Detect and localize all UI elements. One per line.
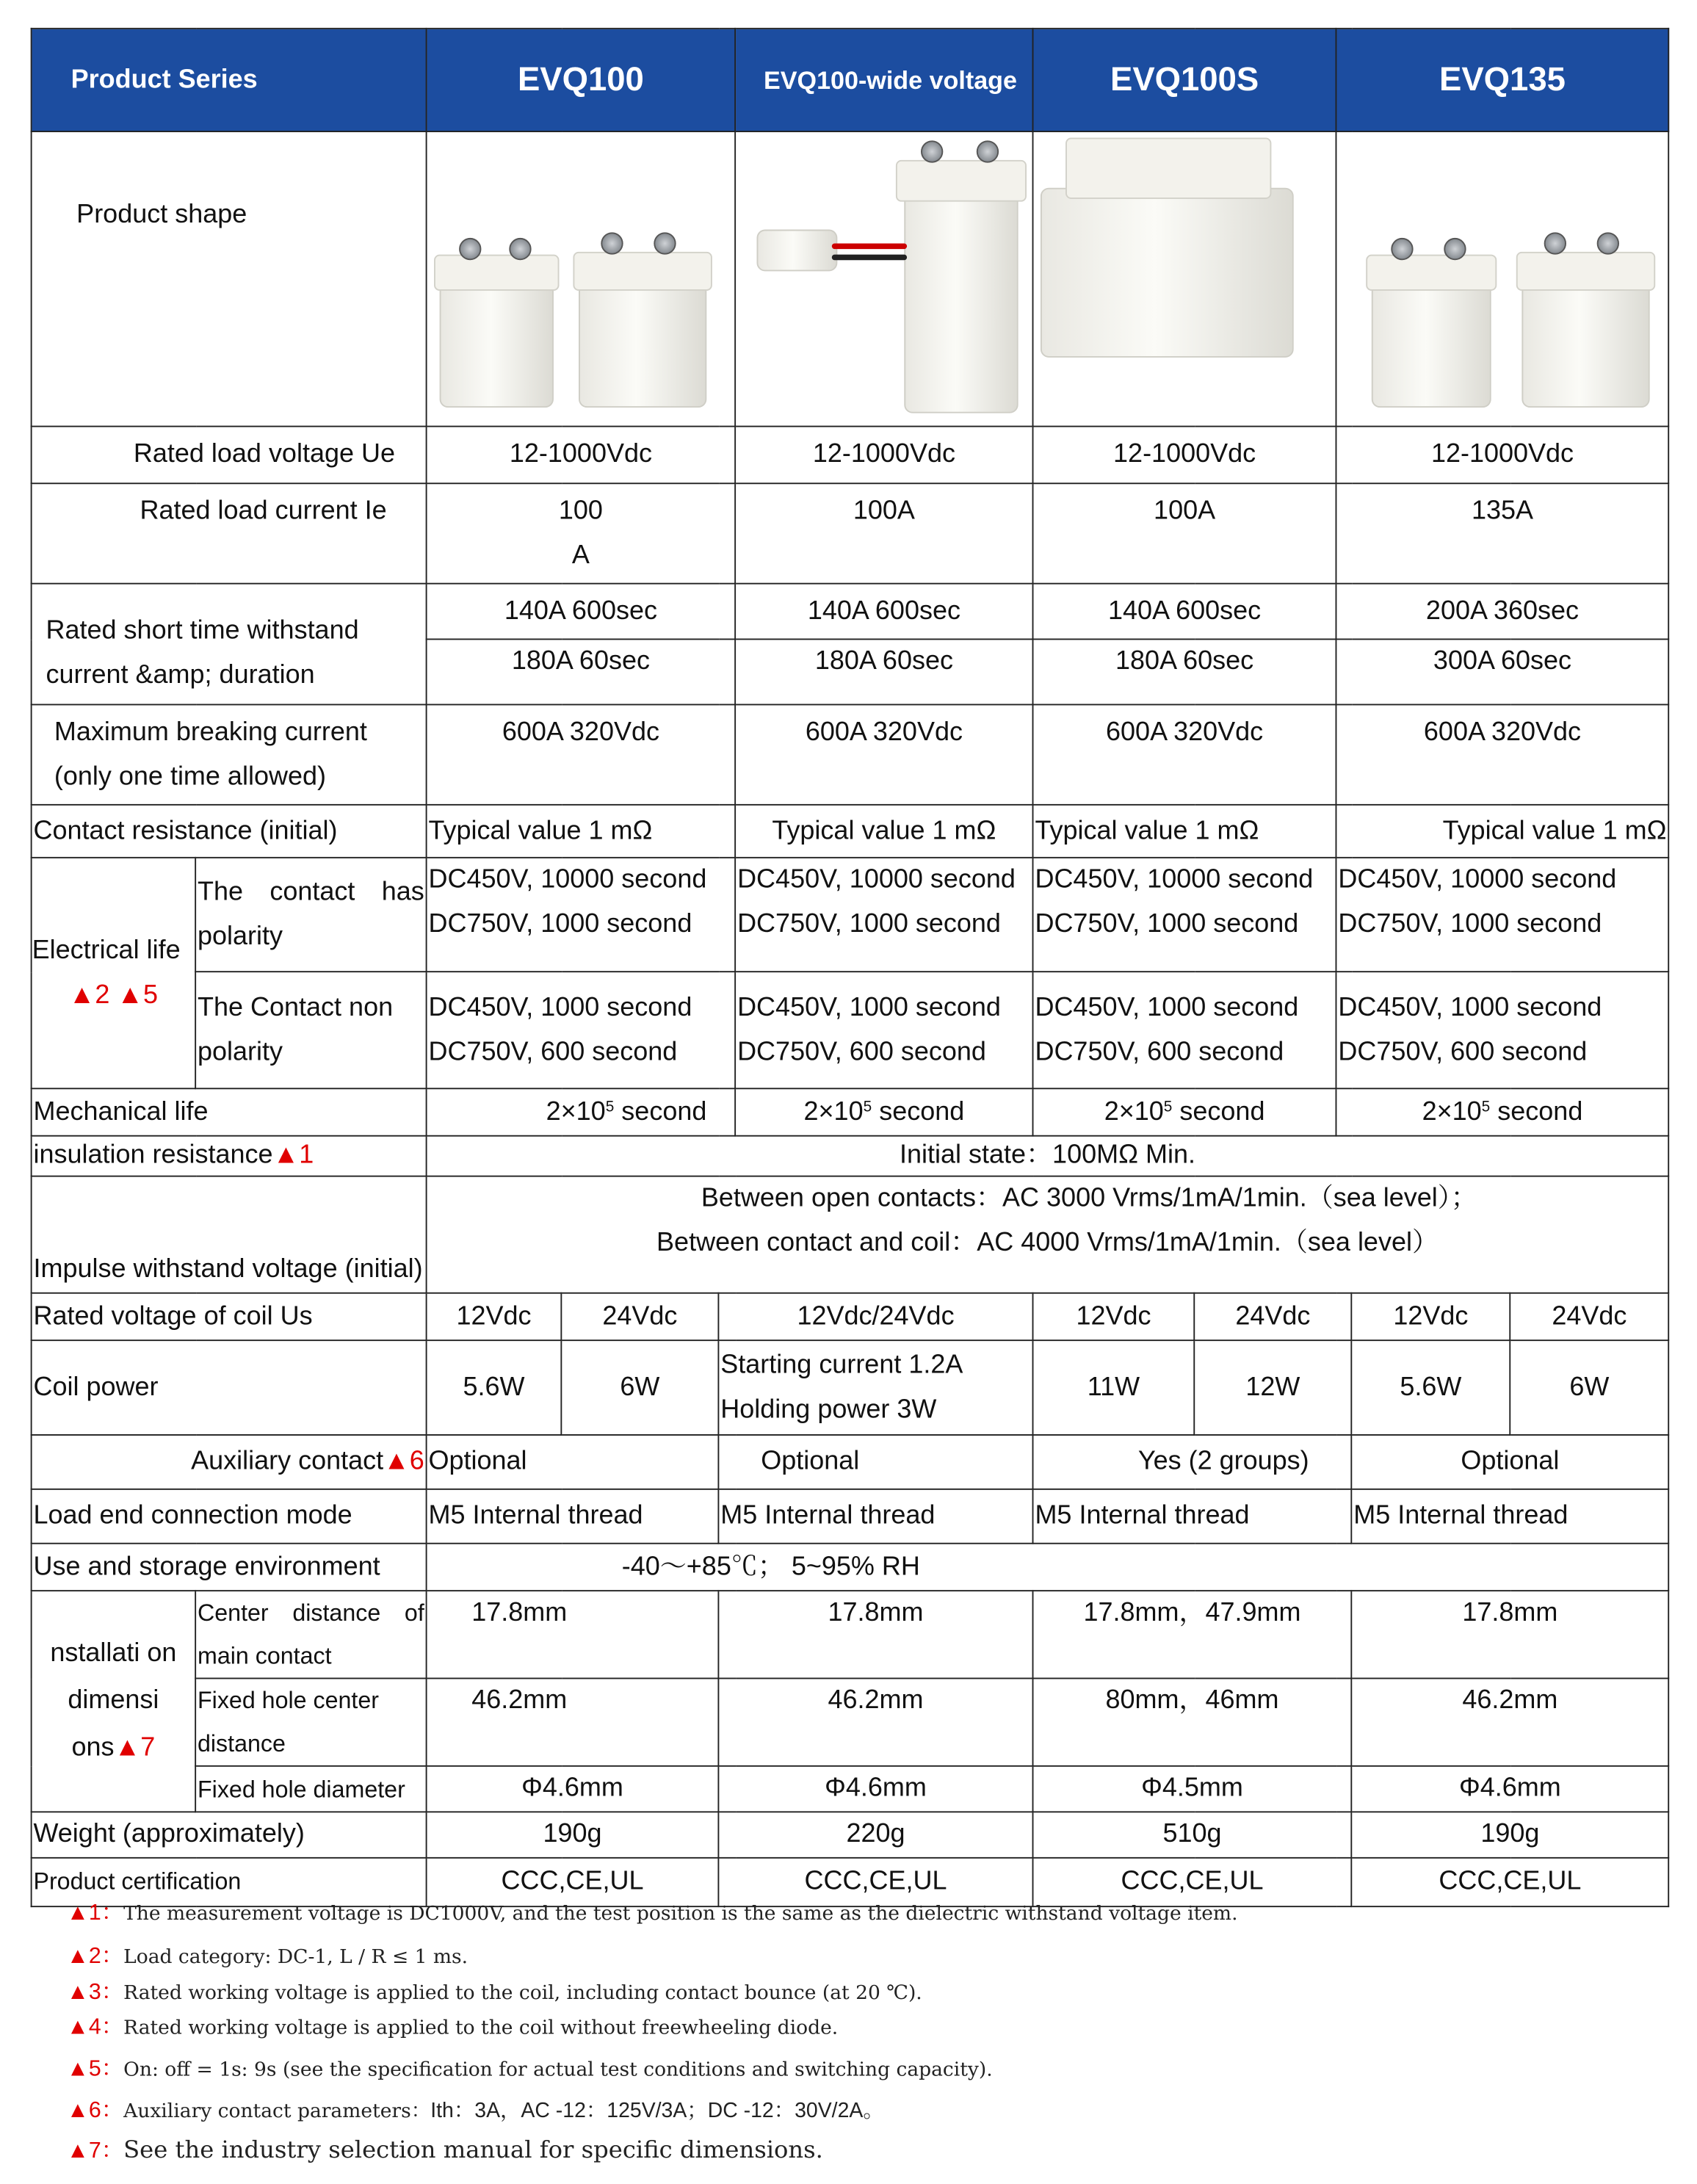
row-label: Load end connection mode bbox=[32, 1489, 427, 1544]
weight-row bbox=[32, 1812, 1669, 1858]
cell-line: DC750V, 1000 second bbox=[1035, 909, 1299, 939]
cell bbox=[1033, 1088, 1336, 1135]
sub-label: Fixed hole diameter bbox=[195, 1766, 426, 1812]
installation-label-cell bbox=[32, 1591, 196, 1812]
footnote bbox=[67, 2050, 993, 2083]
header-label: Product Series bbox=[32, 29, 427, 131]
cell: 17.8mm bbox=[1351, 1591, 1668, 1678]
row-label: Contact resistance (initial) bbox=[32, 805, 427, 858]
footnote-mark: ▲3： bbox=[66, 1981, 124, 2005]
cell: 100A bbox=[735, 483, 1032, 583]
product-image-evq135 bbox=[1336, 131, 1669, 427]
row-label: Rated load voltage Ue bbox=[32, 427, 427, 484]
cell: 6W bbox=[1510, 1340, 1668, 1435]
cell-line: DC450V, 10000 second bbox=[428, 865, 707, 895]
footnote-mark: ▲6： bbox=[66, 2099, 124, 2123]
row-label-cell bbox=[32, 1435, 427, 1489]
mech-base: 2×10 bbox=[803, 1096, 864, 1127]
cell: 80mm，46mm bbox=[1033, 1678, 1352, 1765]
cell: 600A 320Vdc bbox=[1033, 704, 1336, 804]
cell-line: DC750V, 600 second bbox=[1338, 1037, 1588, 1066]
product-image-evq100-wide bbox=[735, 131, 1032, 427]
cell-line: DC750V, 600 second bbox=[428, 1037, 678, 1066]
cell-line: DC750V, 600 second bbox=[737, 1037, 986, 1066]
product-image-evq100s bbox=[1033, 131, 1336, 427]
footnote-mark: ▲7： bbox=[66, 2139, 124, 2163]
mech-unit: second bbox=[1497, 1096, 1583, 1127]
max-breaking-row bbox=[32, 704, 1669, 804]
row-label: Rated short time withstand current &amp; duration bbox=[32, 584, 427, 705]
sub-label: The contact has polarity bbox=[195, 858, 426, 972]
footnote-text: Rated working voltage is applied to the coil, including contact bounce (at 20 ℃). bbox=[123, 1982, 922, 2005]
cell-line: DC750V, 1000 second bbox=[428, 909, 692, 939]
cell bbox=[1336, 972, 1669, 1088]
cell: Optional bbox=[1351, 1435, 1668, 1489]
cell-line: DC450V, 1000 second bbox=[428, 992, 692, 1022]
sub-label: Fixed hole center distance bbox=[195, 1678, 426, 1765]
cell: CCC,CE,UL bbox=[1351, 1858, 1668, 1906]
rated-current-row bbox=[32, 483, 1669, 583]
cell: 135A bbox=[1336, 483, 1669, 583]
footnote-mark: ▲6 bbox=[383, 1447, 424, 1476]
cell bbox=[427, 972, 736, 1088]
cell bbox=[1336, 1088, 1669, 1135]
cell: 11W bbox=[1033, 1340, 1195, 1435]
cell bbox=[735, 972, 1032, 1088]
cell: CCC,CE,UL bbox=[1033, 1858, 1352, 1906]
cell: 600A 320Vdc bbox=[735, 704, 1032, 804]
cell bbox=[427, 858, 736, 972]
cell: 600A 320Vdc bbox=[427, 704, 736, 804]
cell: 100 A bbox=[427, 483, 736, 583]
coil-voltage-row bbox=[32, 1293, 1669, 1340]
coil-power-row bbox=[32, 1340, 1669, 1435]
cell bbox=[427, 1176, 1669, 1293]
cell: 17.8mm，47.9mm bbox=[1033, 1591, 1352, 1678]
cell: 17.8mm bbox=[718, 1591, 1032, 1678]
row-label: Mechanical life bbox=[32, 1088, 427, 1135]
cell: 12W bbox=[1194, 1340, 1351, 1435]
cell: Φ4.6mm bbox=[718, 1766, 1032, 1812]
footnote bbox=[67, 1974, 922, 2006]
cell: Typical value 1 mΩ bbox=[1336, 805, 1669, 858]
cell: 46.2mm bbox=[1351, 1678, 1668, 1765]
cell: 12-1000Vdc bbox=[735, 427, 1032, 484]
header-model: EVQ135 bbox=[1336, 29, 1669, 131]
row-label: insulation resistance bbox=[33, 1140, 273, 1171]
row-label-cell bbox=[32, 1136, 427, 1176]
footnote-mark: ▲4： bbox=[66, 2015, 124, 2040]
environment-row bbox=[32, 1544, 1669, 1591]
cell: M5 Internal thread bbox=[1033, 1489, 1352, 1544]
row-label: Product shape bbox=[32, 131, 427, 427]
cell: 180A 60sec bbox=[1033, 639, 1336, 704]
cell: 12Vdc bbox=[427, 1293, 562, 1340]
cell: Typical value 1 mΩ bbox=[1033, 805, 1336, 858]
header-model: EVQ100S bbox=[1033, 29, 1336, 131]
cell bbox=[1033, 858, 1336, 972]
row-label: Product certification bbox=[32, 1858, 427, 1906]
cell: 12Vdc bbox=[1351, 1293, 1510, 1340]
cell: M5 Internal thread bbox=[1351, 1489, 1668, 1544]
cell: CCC,CE,UL bbox=[718, 1858, 1032, 1906]
cell bbox=[427, 1088, 736, 1135]
installation-center-row bbox=[32, 1591, 1669, 1678]
cell: Initial state：100MΩ Min. bbox=[427, 1136, 1669, 1176]
footnote bbox=[67, 2092, 884, 2125]
cell: 140A 600sec bbox=[1033, 584, 1336, 640]
cell: Φ4.5mm bbox=[1033, 1766, 1352, 1812]
cell: Typical value 1 mΩ bbox=[427, 805, 736, 858]
cell bbox=[1336, 858, 1669, 972]
electrical-life-nonpolarity-row bbox=[32, 972, 1669, 1088]
load-end-row bbox=[32, 1489, 1669, 1544]
cell: 190g bbox=[1351, 1812, 1668, 1858]
cell: 24Vdc bbox=[1194, 1293, 1351, 1340]
installation-fixed-center-row bbox=[32, 1678, 1669, 1765]
cell: 190g bbox=[427, 1812, 719, 1858]
footnote-mark: ▲1 bbox=[272, 1140, 314, 1171]
row-label: Weight (approximately) bbox=[32, 1812, 427, 1858]
cell: 600A 320Vdc bbox=[1336, 704, 1669, 804]
product-shape-row bbox=[32, 131, 1669, 427]
footnote bbox=[67, 1938, 468, 1970]
row-label: Maximum breaking current (only one time allowed) bbox=[32, 704, 427, 804]
footnote-text: See the industry selection manual for specific dimensions. bbox=[123, 2136, 823, 2165]
cell: -40～+85℃； 5~95% RH bbox=[427, 1544, 1669, 1591]
footnote-mark: ▲7 bbox=[114, 1733, 156, 1763]
cell: 180A 60sec bbox=[735, 639, 1032, 704]
footnote-marks: ▲2 ▲5 bbox=[68, 980, 159, 1010]
cell-line: DC750V, 1000 second bbox=[737, 909, 1001, 939]
cell: 46.2mm bbox=[718, 1678, 1032, 1765]
cell: 12-1000Vdc bbox=[1336, 427, 1669, 484]
sub-label: Center distance of main contact bbox=[195, 1591, 426, 1678]
cell: 200A 360sec bbox=[1336, 584, 1669, 640]
cell-line: DC450V, 10000 second bbox=[1035, 865, 1314, 895]
spec-table bbox=[31, 28, 1670, 1907]
cell: Starting current 1.2A Holding power 3W bbox=[718, 1340, 1032, 1435]
mech-base: 2×10 bbox=[1422, 1096, 1482, 1127]
cell-line: DC450V, 10000 second bbox=[1338, 865, 1617, 895]
mech-base: 2×10 bbox=[1104, 1096, 1164, 1127]
cell: 510g bbox=[1033, 1812, 1352, 1858]
contact-resistance-row bbox=[32, 805, 1669, 858]
mech-unit: second bbox=[1179, 1096, 1265, 1127]
cell: 140A 600sec bbox=[735, 584, 1032, 640]
cell: Optional bbox=[427, 1435, 719, 1489]
row-label: Electrical life bbox=[32, 935, 181, 965]
insulation-row bbox=[32, 1136, 1669, 1176]
cell: 12-1000Vdc bbox=[427, 427, 736, 484]
sub-label: The Contact non polarity bbox=[195, 972, 426, 1088]
cell-line: DC750V, 600 second bbox=[1035, 1037, 1284, 1066]
mech-exp: 5 bbox=[1163, 1098, 1173, 1115]
impulse-row bbox=[32, 1176, 1669, 1293]
mech-exp: 5 bbox=[863, 1098, 872, 1115]
cell bbox=[735, 1088, 1032, 1135]
footnote-mark: ▲2： bbox=[66, 1945, 124, 1969]
footnote-mark: ▲5： bbox=[66, 2057, 124, 2081]
cell-line: DC450V, 1000 second bbox=[1035, 992, 1299, 1022]
cell-line: DC450V, 1000 second bbox=[1338, 992, 1602, 1022]
footnote bbox=[67, 2133, 823, 2165]
cell: 140A 600sec bbox=[427, 584, 736, 640]
mech-unit: second bbox=[879, 1096, 965, 1127]
cell: 180A 60sec bbox=[427, 639, 736, 704]
cell-line: DC750V, 1000 second bbox=[1338, 909, 1602, 939]
mech-exp: 5 bbox=[605, 1098, 615, 1115]
cell: Φ4.6mm bbox=[427, 1766, 719, 1812]
row-label: Use and storage environment bbox=[32, 1544, 427, 1591]
cell: M5 Internal thread bbox=[427, 1489, 719, 1544]
footnote bbox=[67, 1895, 1238, 1927]
row-label: Auxiliary contact bbox=[191, 1447, 384, 1476]
row-label: Coil power bbox=[32, 1340, 427, 1435]
short-time-row bbox=[32, 584, 1669, 640]
cell bbox=[735, 858, 1032, 972]
mech-unit: second bbox=[621, 1096, 707, 1127]
cell: Typical value 1 mΩ bbox=[735, 805, 1032, 858]
aux-contact-row bbox=[32, 1435, 1669, 1489]
mech-exp: 5 bbox=[1481, 1098, 1491, 1115]
row-label: Impulse withstand voltage (initial) bbox=[32, 1176, 427, 1293]
mechanical-life-row bbox=[32, 1088, 1669, 1135]
footnote-mark: ▲1： bbox=[66, 1901, 124, 1926]
cell: 5.6W bbox=[1351, 1340, 1510, 1435]
footnote-text: The measurement voltage is DC1000V, and the test position is the same as the dielectric withstand voltage item. bbox=[123, 1903, 1238, 1926]
cell-line: DC450V, 1000 second bbox=[737, 992, 1001, 1022]
cell: 6W bbox=[561, 1340, 718, 1435]
cell: 24Vdc bbox=[1510, 1293, 1668, 1340]
mech-base: 2×10 bbox=[546, 1096, 606, 1127]
row-label: Rated voltage of coil Us bbox=[32, 1293, 427, 1340]
header-model: EVQ100 bbox=[427, 29, 736, 131]
cell: 300A 60sec bbox=[1336, 639, 1669, 704]
cell: 17.8mm bbox=[427, 1591, 719, 1678]
cell: M5 Internal thread bbox=[718, 1489, 1032, 1544]
cell-line: Between open contacts：AC 3000 Vrms/1mA/1min.（sea level）； bbox=[701, 1184, 1477, 1213]
cell: Φ4.6mm bbox=[1351, 1766, 1668, 1812]
footnote-text: Rated working voltage is applied to the coil without freewheeling diode. bbox=[123, 2017, 839, 2040]
installation-hole-row bbox=[32, 1766, 1669, 1812]
header-row bbox=[32, 29, 1669, 131]
footnote-text: On: off = 1s: 9s (see the specification for actual test conditions and switching capacity). bbox=[123, 2058, 993, 2081]
cell: CCC,CE,UL bbox=[427, 1858, 719, 1906]
electrical-life-polarity-row bbox=[32, 858, 1669, 972]
cell: 12Vdc bbox=[1033, 1293, 1195, 1340]
electrical-life-label-cell bbox=[32, 858, 196, 1088]
product-image-evq100 bbox=[427, 131, 736, 427]
cell: 46.2mm bbox=[427, 1678, 719, 1765]
cell: 12-1000Vdc bbox=[1033, 427, 1336, 484]
row-label: Rated load current Ie bbox=[32, 483, 427, 583]
cell: 100A bbox=[1033, 483, 1336, 583]
cell: 220g bbox=[718, 1812, 1032, 1858]
row-label: nstallati on dimensi ons bbox=[50, 1638, 177, 1763]
cell: Yes (2 groups) bbox=[1033, 1435, 1352, 1489]
cell: 24Vdc bbox=[561, 1293, 718, 1340]
rated-voltage-row bbox=[32, 427, 1669, 484]
footnote-text: Load category: DC-1, L / R ≤ 1 ms. bbox=[123, 1946, 468, 1969]
cell: 5.6W bbox=[427, 1340, 562, 1435]
footnote-text: Ith：3A，AC -12：125V/3A；DC -12：30V/2A。 bbox=[430, 2099, 884, 2123]
cell-line: DC450V, 10000 second bbox=[737, 865, 1016, 895]
cell-line: Between contact and coil：AC 4000 Vrms/1mA/1min.（sea level） bbox=[656, 1228, 1439, 1258]
cell bbox=[1033, 972, 1336, 1088]
footnote bbox=[67, 2008, 838, 2041]
cell: Optional bbox=[718, 1435, 1032, 1489]
footnote-text: Auxiliary contact parameters： bbox=[123, 2100, 431, 2123]
cell: 12Vdc/24Vdc bbox=[718, 1293, 1032, 1340]
header-model: EVQ100-wide voltage bbox=[735, 29, 1032, 131]
